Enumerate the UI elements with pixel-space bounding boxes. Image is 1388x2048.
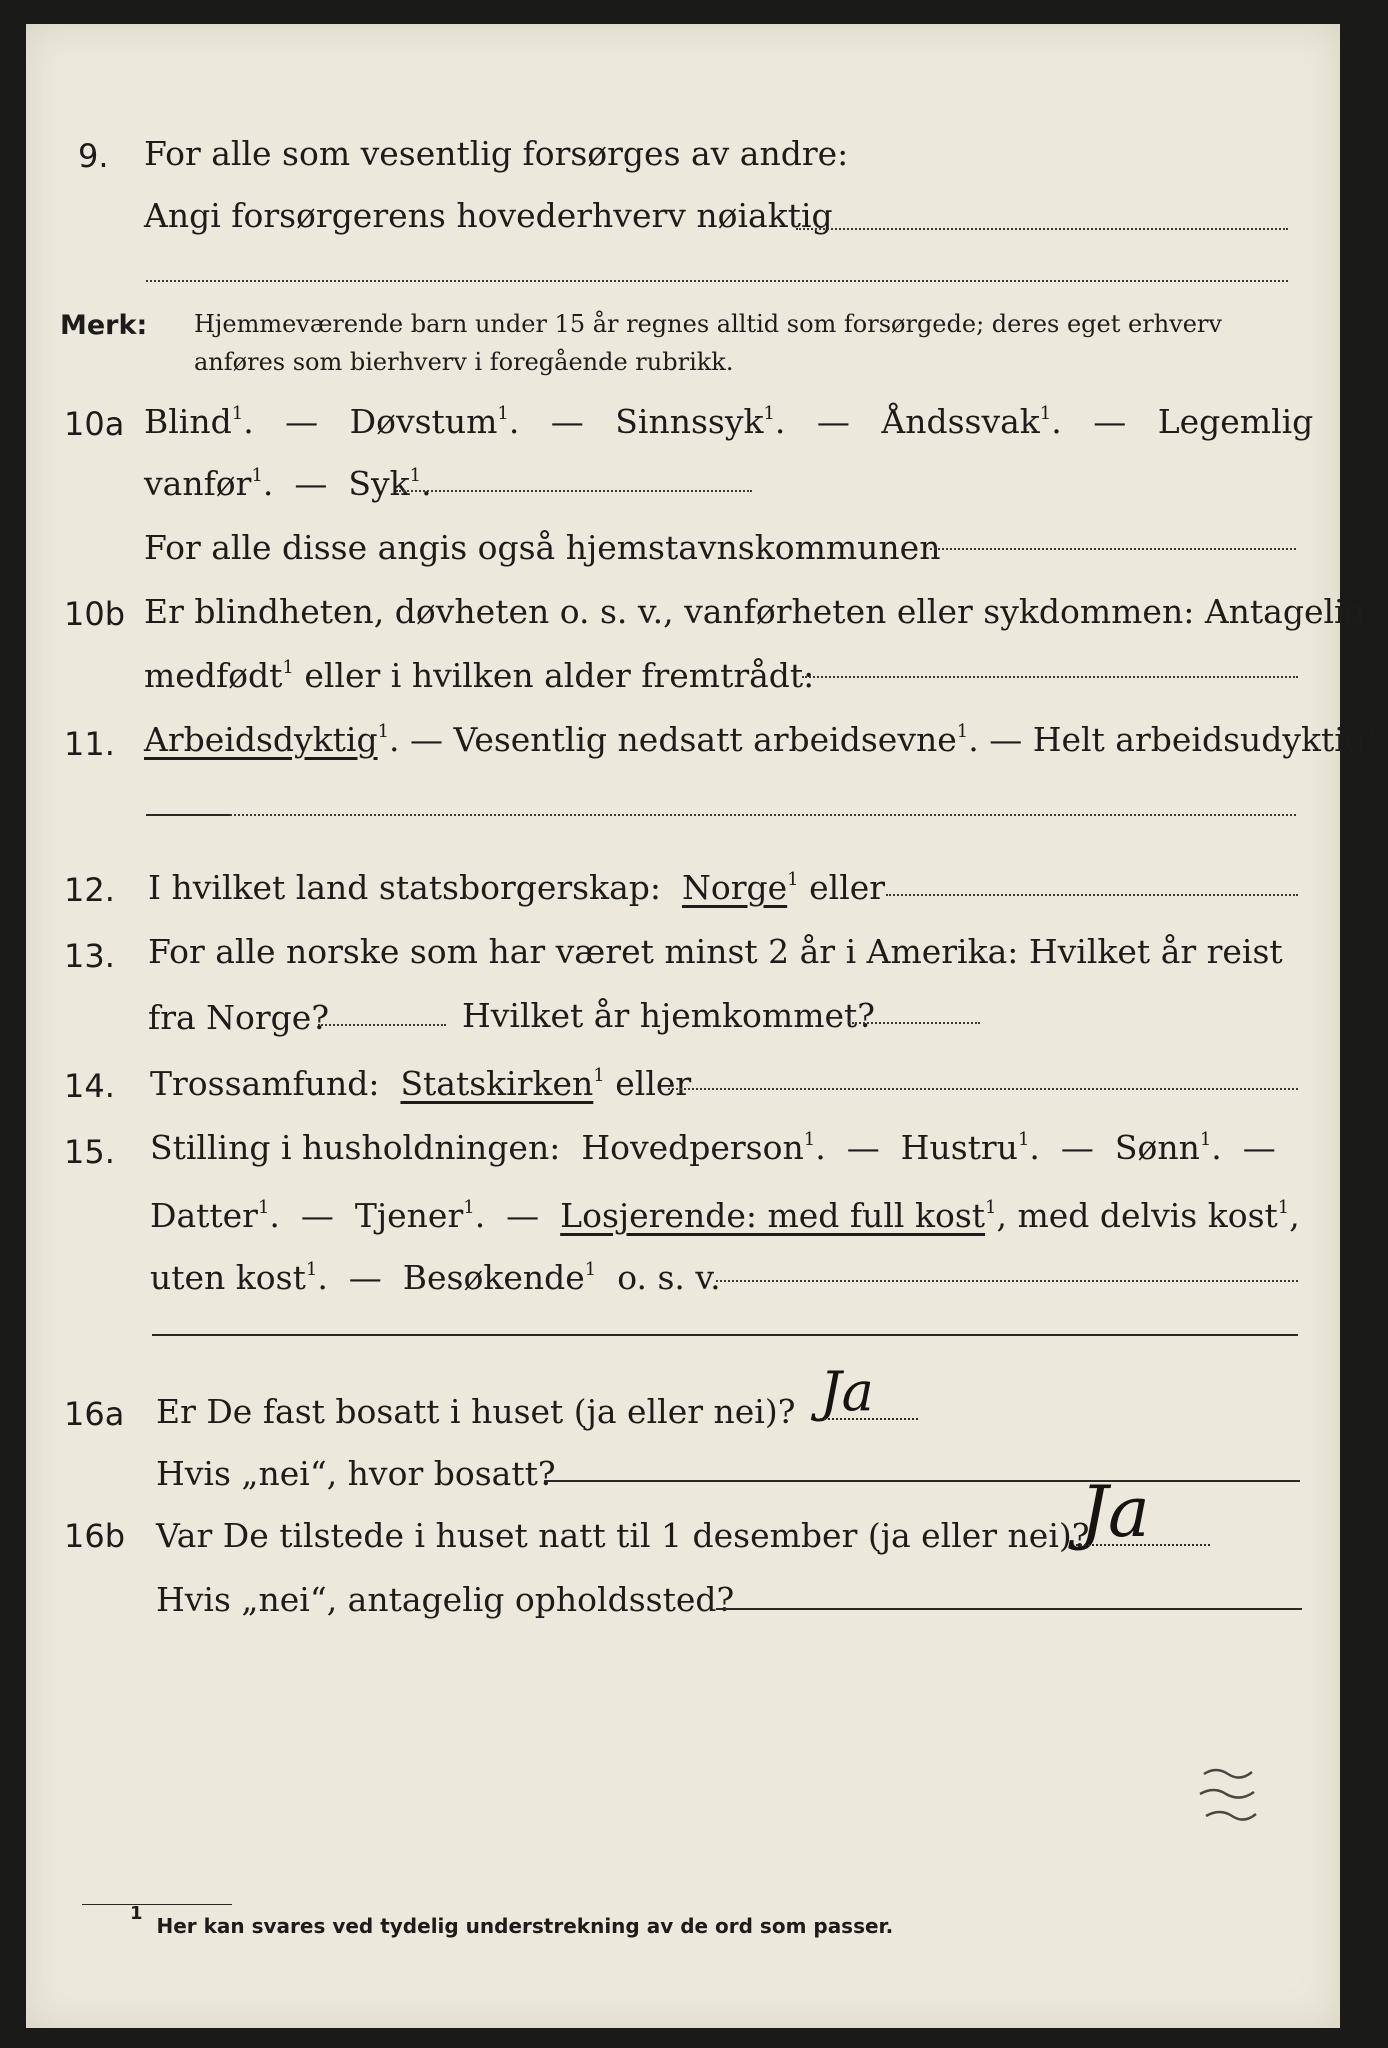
q11-line1: Arbeidsdyktig$^1$. — Vesentlig nedsatt arbeidsevne$^1$. — Helt arbeidsudyktig$^1$. bbox=[144, 720, 1388, 759]
q16a-bosatt-line[interactable] bbox=[544, 1480, 1300, 1482]
q15-separator-line bbox=[152, 1334, 1298, 1336]
q9-answer-line-2[interactable] bbox=[146, 280, 1288, 282]
q16b-number: 16b bbox=[64, 1517, 126, 1555]
q10a-line2: vanfør$^1$. — Syk$^1$. bbox=[144, 464, 432, 503]
q11-answer-line[interactable] bbox=[230, 814, 1296, 816]
scribble-mark-icon bbox=[1196, 1764, 1262, 1828]
q15-line3: uten kost$^1$. — Besøkende$^1$ o. s. v. bbox=[150, 1258, 721, 1297]
q9-number: 9. bbox=[78, 137, 109, 175]
q14-line: Trossamfund: Statskirken$^1$ eller bbox=[150, 1064, 692, 1103]
merk-line2: anføres som bierhverv i foregående rubrikk. bbox=[194, 348, 734, 376]
q11-handwritten-mark bbox=[146, 814, 230, 816]
q10b-answer-line[interactable] bbox=[802, 676, 1298, 678]
footnote-text: $^1$ Her kan svares ved tydelig understrekning av de ord som passer. bbox=[130, 1903, 894, 1938]
q13-fra-norge: fra Norge? bbox=[148, 998, 330, 1037]
q10a-hjemstavn-line[interactable] bbox=[930, 548, 1296, 550]
q16a-line2: Hvis „nei“, hvor bosatt? bbox=[156, 1454, 556, 1493]
q16b-opholdssted-line[interactable] bbox=[716, 1608, 1302, 1610]
q16b-line2: Hvis „nei“, antagelig opholdssted? bbox=[156, 1580, 735, 1619]
q9-line2: Angi forsørgerens hovederhverv nøiaktig bbox=[144, 196, 833, 235]
q15-number: 15. bbox=[64, 1133, 115, 1171]
q9-answer-line[interactable] bbox=[796, 228, 1288, 230]
q16b-handwritten-answer: Ja bbox=[1080, 1471, 1150, 1553]
census-form-page bbox=[26, 24, 1388, 2028]
footnote-rule bbox=[82, 1904, 232, 1905]
q10a-line3: For alle disse angis også hjemstavnskommunen bbox=[144, 528, 941, 567]
merk-line1: Hjemmeværende barn under 15 år regnes alltid som forsørgede; deres eget erhverv bbox=[194, 310, 1222, 338]
q16a-line1: Er De fast bosatt i huset (ja eller nei)? bbox=[156, 1392, 796, 1431]
q10b-line2: medfødt$^1$ eller i hvilken alder fremtrådt: bbox=[144, 656, 815, 695]
q15-line1: Stilling i husholdningen: Hovedperson$^1$. — Hustru$^1$. — Sønn$^1$. — bbox=[150, 1128, 1276, 1167]
merk-label: Merk: bbox=[60, 310, 148, 341]
q12-line: I hvilket land statsborgerskap: Norge$^1$ eller bbox=[148, 868, 886, 907]
q13-line1: For alle norske som har været minst 2 år i Amerika: Hvilket år reist bbox=[148, 932, 1283, 971]
q10a-answer-line[interactable] bbox=[396, 490, 752, 492]
q16b-line1: Var De tilstede i huset natt til 1 desember (ja eller nei)? bbox=[156, 1516, 1090, 1555]
q10b-number: 10b bbox=[64, 595, 126, 633]
q16b-answer-line[interactable] bbox=[1076, 1544, 1210, 1546]
q14-answer-line[interactable] bbox=[668, 1088, 1298, 1090]
q10b-line1: Er blindheten, døvheten o. s. v., vanførheten eller sykdommen: Antagelig bbox=[144, 592, 1366, 631]
q9-line1: For alle som vesentlig forsørges av andre: bbox=[144, 134, 849, 173]
q13-number: 13. bbox=[64, 937, 115, 975]
q16a-answer-line[interactable] bbox=[820, 1418, 918, 1420]
q13-hjemkommet-line[interactable] bbox=[852, 1022, 980, 1024]
q11-number: 11. bbox=[64, 725, 115, 763]
q16a-number: 16a bbox=[64, 1395, 125, 1433]
q15-line2: Datter$^1$. — Tjener$^1$. — Losjerende: med full kost$^1$, med delvis kost$^1$, bbox=[150, 1196, 1300, 1235]
q16a-handwritten-answer: Ja bbox=[820, 1360, 874, 1423]
q13-hjemkommet: Hvilket år hjemkommet? bbox=[462, 996, 875, 1035]
q13-reist-line[interactable] bbox=[318, 1024, 446, 1026]
q14-number: 14. bbox=[64, 1067, 115, 1105]
q12-number: 12. bbox=[64, 871, 115, 909]
q15-answer-line[interactable] bbox=[716, 1280, 1298, 1282]
q12-answer-line[interactable] bbox=[886, 894, 1298, 896]
q10a-line1: Blind$^1$. — Døvstum$^1$. — Sinnssyk$^1$. — Åndssvak$^1$. — Legemlig bbox=[144, 402, 1314, 441]
q10a-number: 10a bbox=[64, 405, 125, 443]
